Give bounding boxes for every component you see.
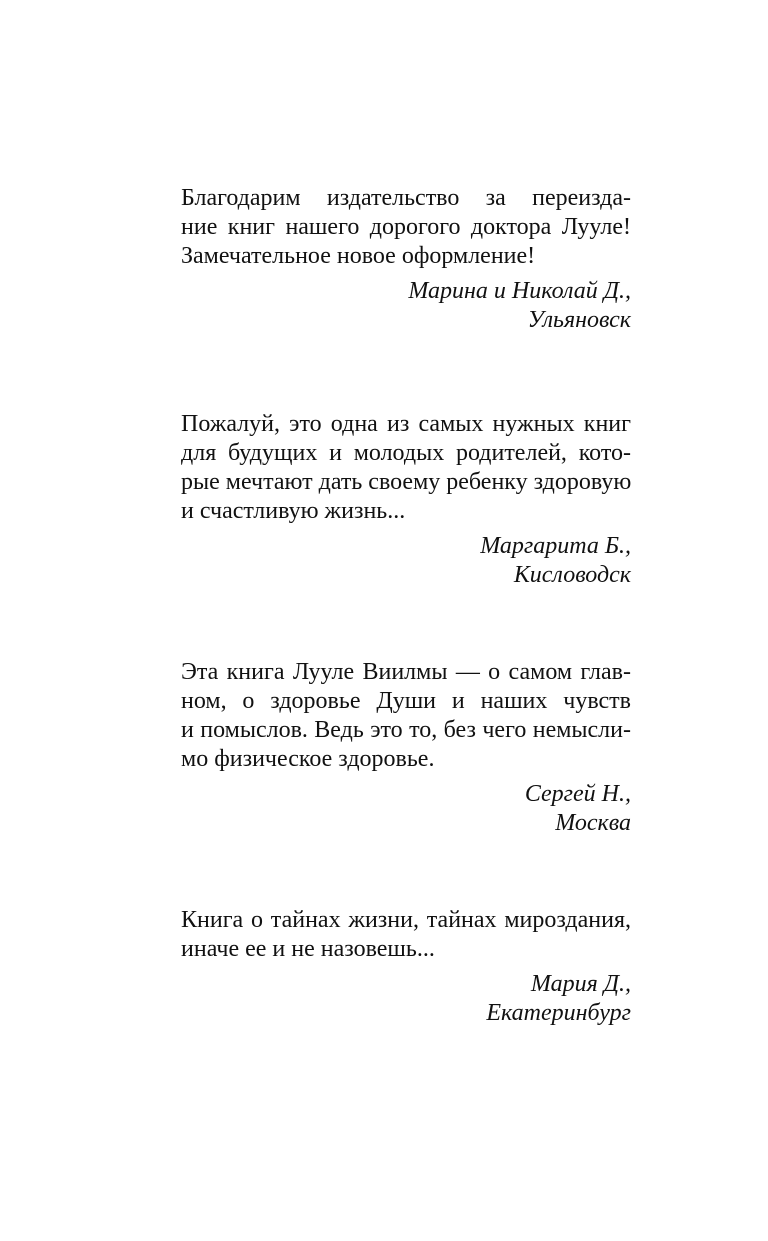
review-text [181,658,631,774]
review-line: и счастливую жизнь... [181,498,406,524]
review-line: Эта книга Лууле Виилмы — о самом глав- [181,659,631,685]
review-line: ном, о здоровье Души и наших чувств [181,688,631,714]
review-line: Замечательное новое оформление! [181,243,536,269]
review-block [181,184,631,335]
review-signature [181,277,631,335]
review-signature [181,780,631,838]
review-city: Екатеринбург [486,1000,631,1026]
review-author: Маргарита Б., [480,533,631,559]
review-author: Марина и Николай Д., [408,278,631,304]
review-block [181,906,631,1028]
review-line: для будущих и молодых родителей, кото- [181,440,631,466]
review-block [181,658,631,838]
review-line: иначе ее и не назовешь... [181,936,435,962]
review-text [181,410,631,526]
review-text [181,906,631,964]
review-author: Мария Д., [530,971,631,997]
review-city: Ульяновск [527,307,631,333]
review-line: рые мечтают дать своему ребенку здоровую [181,469,632,495]
review-text [181,184,631,271]
review-city: Кисловодск [513,562,631,588]
review-signature [181,970,631,1028]
review-block [181,410,631,590]
review-signature [181,532,631,590]
review-line: ние книг нашего дорогого доктора Лууле! [181,214,631,240]
review-city: Москва [555,810,631,836]
review-author: Сергей Н., [524,781,631,807]
review-line: Пожалуй, это одна из самых нужных книг [181,411,631,437]
review-line: и помыслов. Ведь это то, без чего немысли- [181,717,631,743]
review-line: мо физическое здоровье. [181,746,435,772]
review-line: Благодарим издательство за переизда- [181,185,631,211]
review-line: Книга о тайнах жизни, тайнах мироздания, [181,907,631,933]
